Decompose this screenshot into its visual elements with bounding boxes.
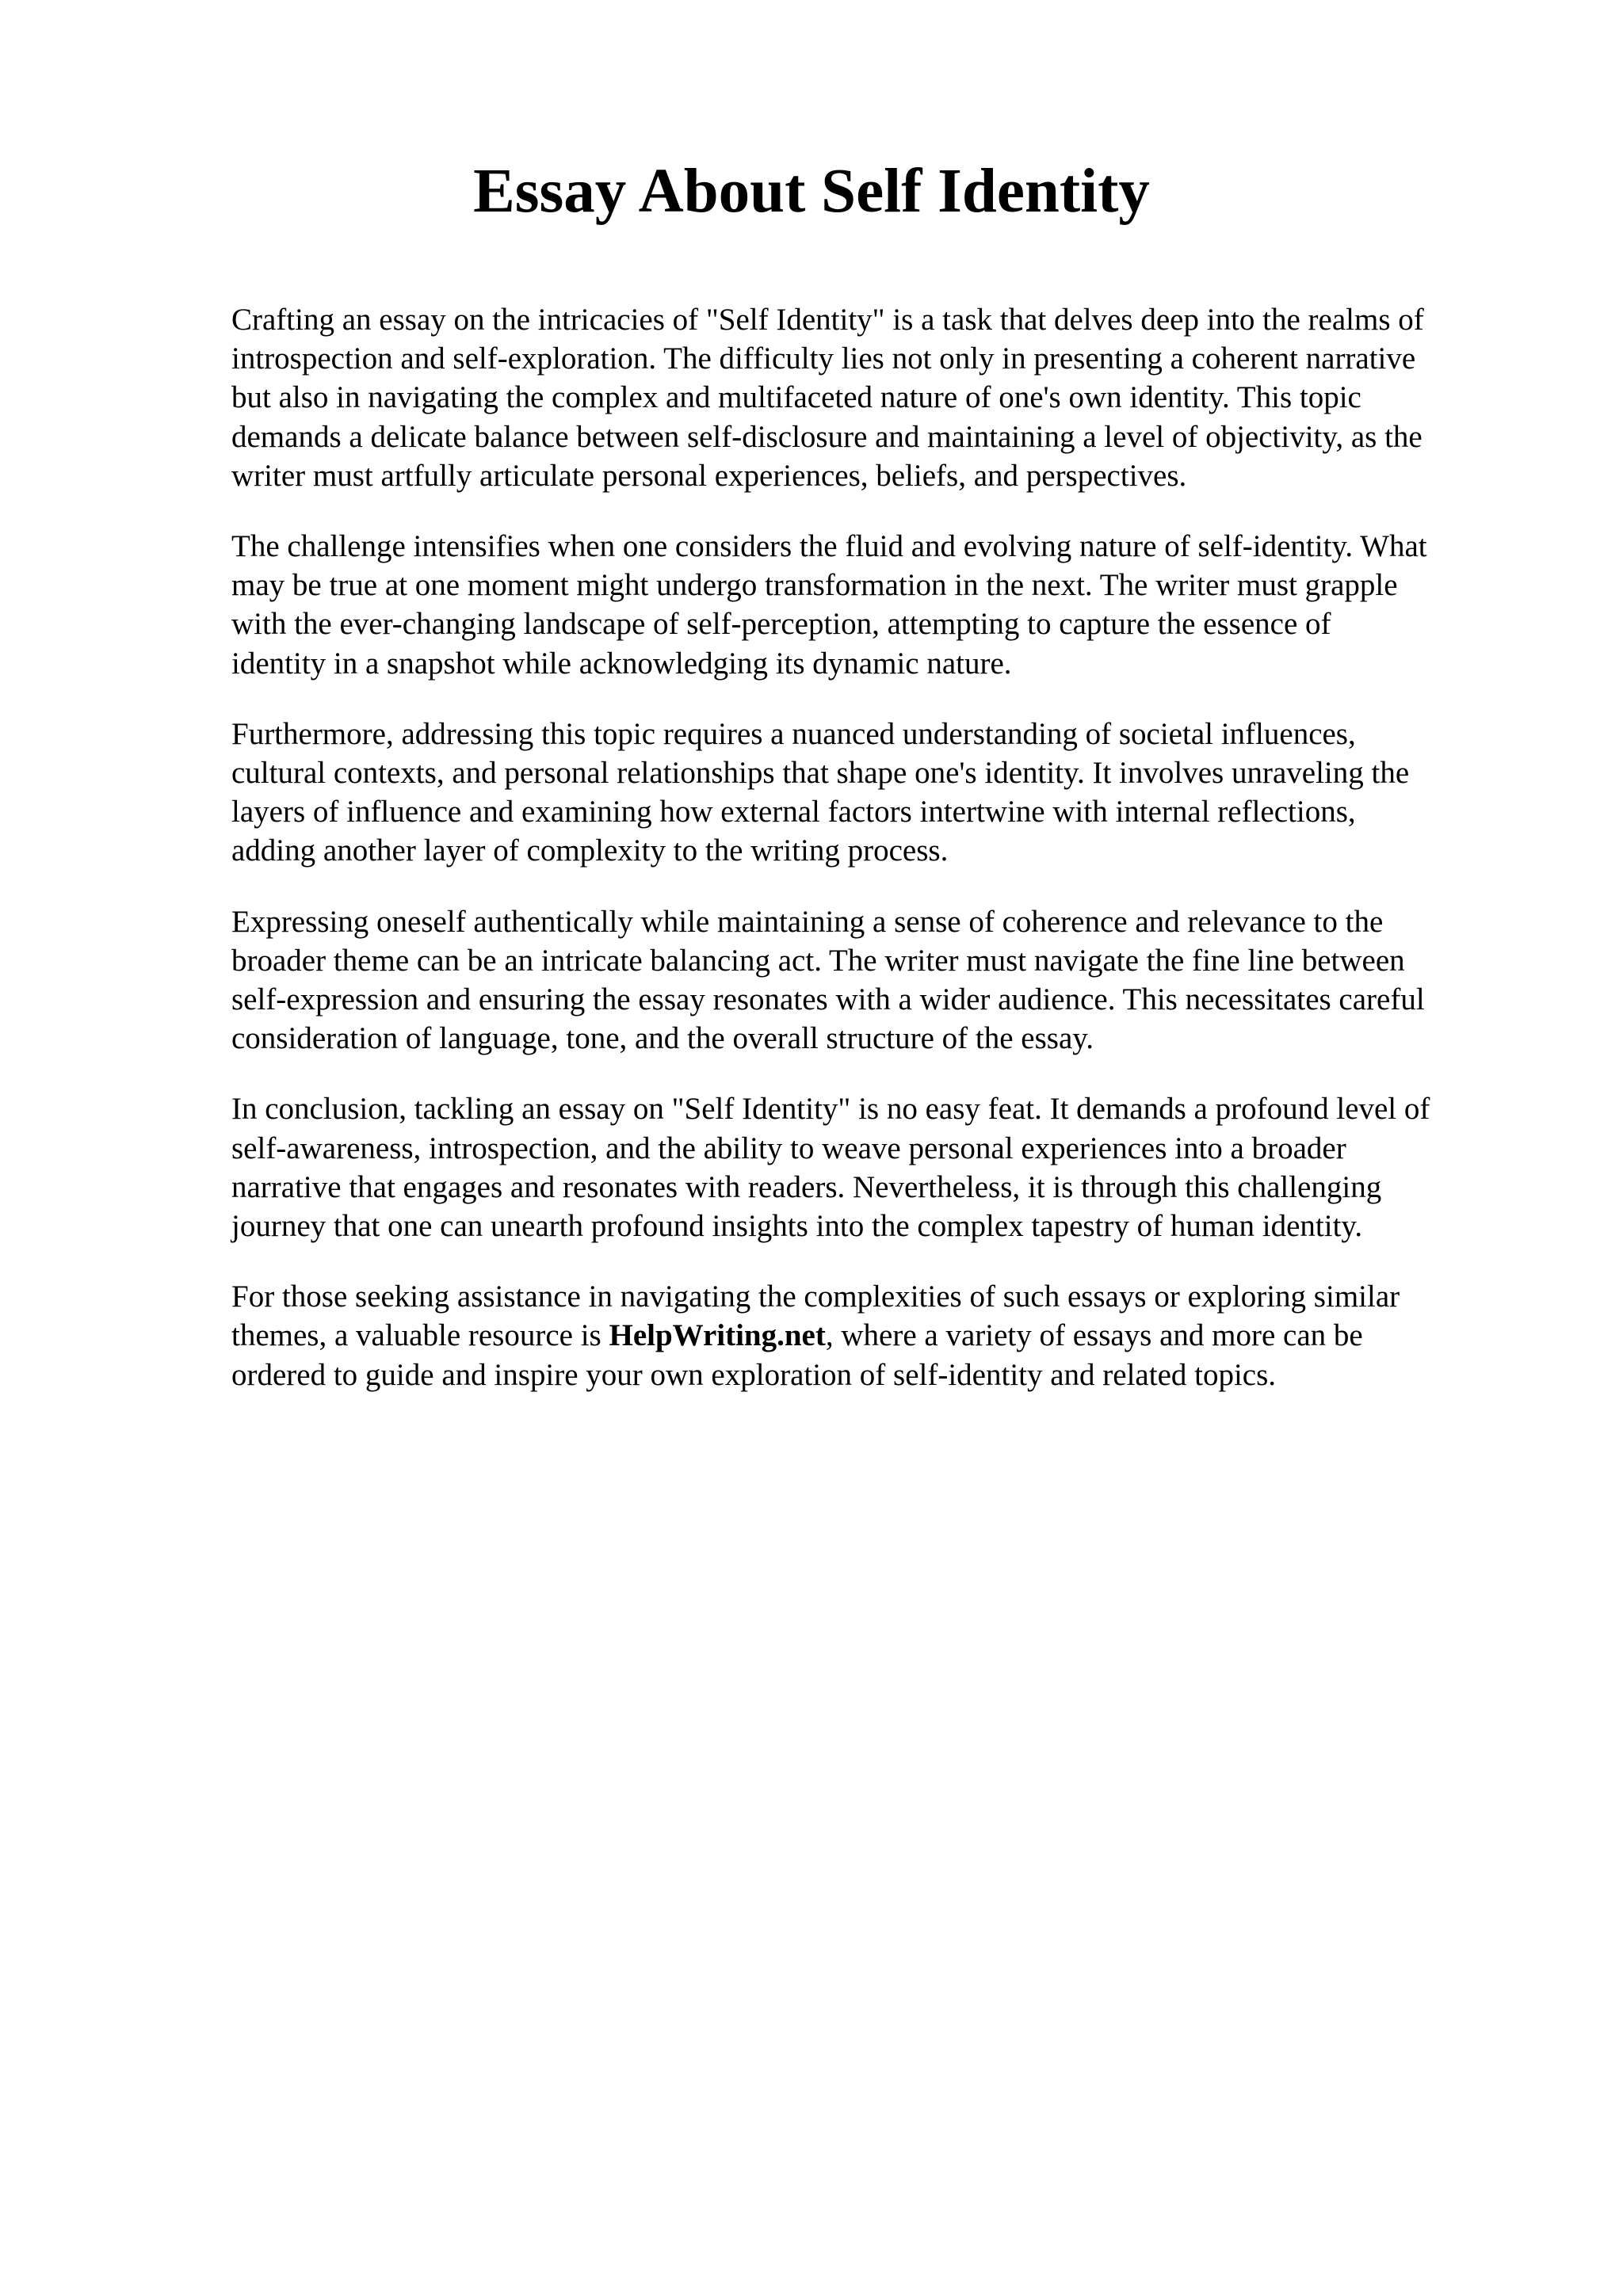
text-line: The challenge intensifies when one considers the fluid and evolving nature of self-identity. What (231, 529, 1427, 564)
paragraph-5 (231, 1089, 1531, 1245)
text-line: demands a delicate balance between self-disclosure and maintaining a level of objectivity, as the (231, 419, 1423, 454)
text-line: Furthermore, addressing this topic requires a nuanced understanding of societal influences, (231, 716, 1356, 751)
paragraph-2 (231, 527, 1531, 683)
text-line: adding another layer of complexity to the writing process. (231, 833, 949, 868)
text-line: self-expression and ensuring the essay resonates with a wider audience. This necessitates careful (231, 982, 1425, 1017)
text-line: may be true at one moment might undergo transformation in the next. The writer must grapple (231, 568, 1398, 603)
text-line: self-awareness, introspection, and the ability to weave personal experiences into a broader (231, 1131, 1346, 1165)
text-line: identity in a snapshot while acknowledging its dynamic nature. (231, 646, 1012, 681)
text-fragment: themes, a valuable resource is (231, 1318, 609, 1353)
essay-body (231, 300, 1531, 1426)
text-line: narrative that engages and resonates with readers. Nevertheless, it is through this challenging (231, 1169, 1382, 1204)
text-line: with the ever-changing landscape of self-perception, attempting to capture the essence of (231, 607, 1331, 642)
text-line: but also in navigating the complex and multifaceted nature of one's own identity. This topic (231, 380, 1361, 415)
closing-paragraph (231, 1277, 1531, 1394)
helpwriting-link[interactable]: HelpWriting.net (609, 1318, 826, 1353)
text-line: journey that one can unearth profound insights into the complex tapestry of human identity. (231, 1209, 1363, 1244)
text-line: For those seeking assistance in navigating the complexities of such essays or exploring similar (231, 1280, 1400, 1314)
text-line: ordered to guide and inspire your own exploration of self-identity and related topics. (231, 1357, 1277, 1392)
text-line: broader theme can be an intricate balancing act. The writer must navigate the fine line between (231, 943, 1405, 978)
text-line: introspection and self-exploration. The difficulty lies not only in presenting a coherent narrative (231, 341, 1416, 376)
text-line: consideration of language, tone, and the overall structure of the essay. (231, 1021, 1094, 1056)
text-line: cultural contexts, and personal relationships that shape one's identity. It involves unraveling the (231, 756, 1410, 791)
page-title: Essay About Self Identity (473, 157, 1150, 226)
text-line: layers of influence and examining how external factors intertwine with internal reflections, (231, 795, 1356, 830)
text-line: In conclusion, tackling an essay on "Self Identity" is no easy feat. It demands a profound level of (231, 1092, 1430, 1127)
text-line: writer must artfully articulate personal experiences, beliefs, and perspectives. (231, 458, 1187, 493)
text-fragment: , where a variety of essays and more can be (825, 1318, 1363, 1353)
paragraph-1 (231, 300, 1531, 495)
text-line: Expressing oneself authentically while maintaining a sense of coherence and relevance to the (231, 904, 1384, 939)
text-line-with-link (231, 1316, 1531, 1355)
paragraph-4 (231, 902, 1531, 1058)
text-line: Crafting an essay on the intricacies of "Self Identity" is a task that delves deep into the realms of (231, 303, 1424, 337)
paragraph-3 (231, 715, 1531, 871)
